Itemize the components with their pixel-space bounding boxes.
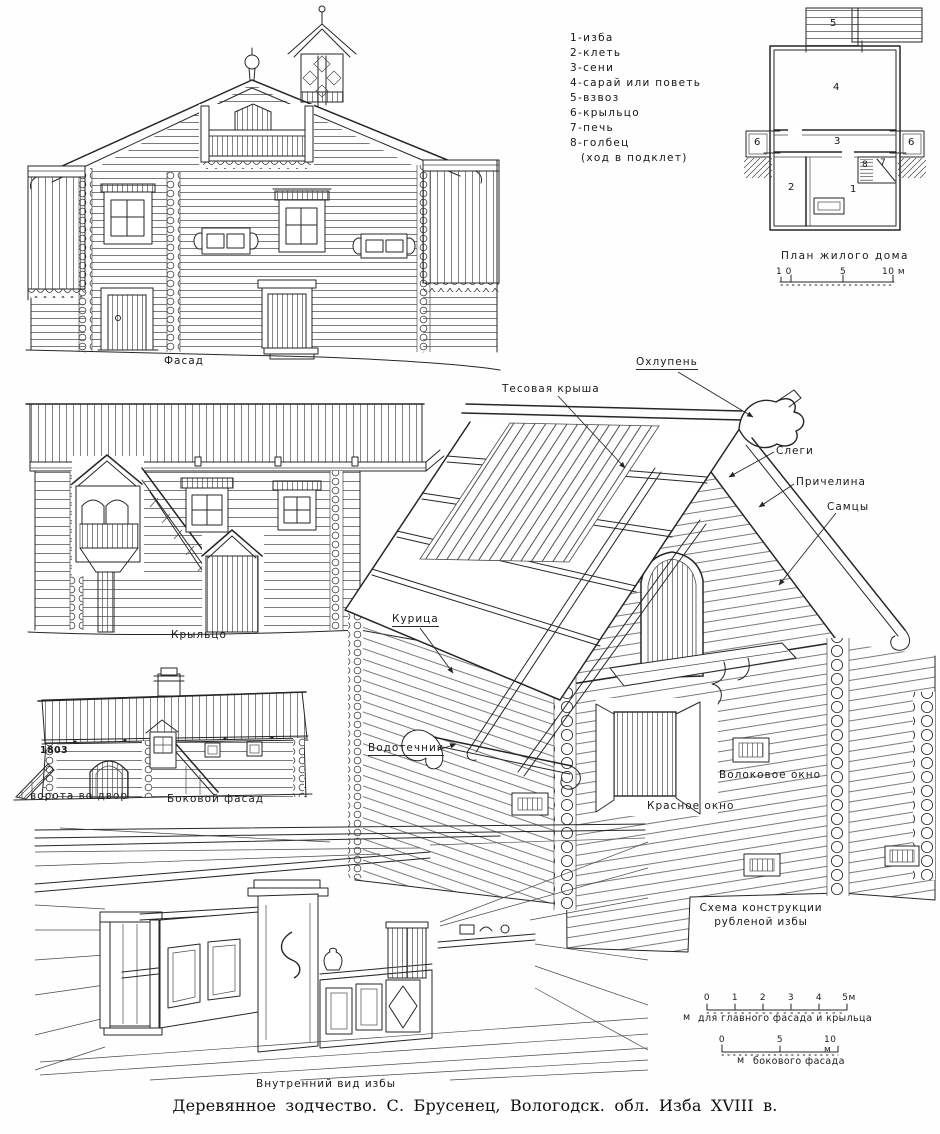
tick: 2 (759, 993, 767, 1003)
tick: 4 (815, 993, 823, 1003)
legend-item: 7-печь (570, 122, 614, 134)
label-purlins: Слеги (776, 445, 814, 457)
facade-window-center (273, 189, 331, 252)
interior-stove-column (248, 880, 328, 1052)
legend-item: 2-клеть (570, 47, 622, 59)
plan-room-6-right: 6 (908, 137, 915, 148)
page-caption: Деревянное зодчество. С. Брусенец, Вологодск. обл. Изба XVIII в. (172, 1096, 778, 1115)
interior-caption: Внутренний вид избы (256, 1078, 397, 1090)
plan-scale-tick: 10 м (882, 267, 906, 277)
legend (570, 31, 701, 166)
facade-slit-window-right (353, 234, 415, 258)
tick: 0 (703, 993, 711, 1003)
facade-door-left (98, 288, 158, 350)
legend-item: 6-крыльцо (570, 107, 640, 119)
scalebar-main-lines (707, 1004, 847, 1013)
scalebar-side-ticks (715, 1035, 845, 1055)
plan-stove (814, 198, 844, 214)
label-ridge-log: Охлупень (636, 356, 698, 368)
side-chimney (158, 674, 180, 696)
scheme-title-line1: Схема конструкции (699, 902, 823, 914)
legend-item: 1-изба (570, 32, 614, 44)
plan-room-6-left: 6 (754, 137, 761, 148)
scheme-ridge-log (462, 404, 742, 420)
plan-room-7: 7 (880, 158, 886, 168)
legend-note: (ход в подклет) (581, 152, 688, 164)
facade-caption: Фасад (164, 355, 204, 367)
label-slit-window: Волоковое окно (719, 769, 821, 781)
interior-glazed-cupboard (386, 922, 428, 978)
plan-scale-tick: 1 0 (776, 267, 792, 277)
interior-jug (324, 948, 342, 970)
facade-right-wing (423, 160, 499, 352)
facade-ridge-finial (245, 48, 259, 80)
facade-drawing (26, 6, 500, 370)
scheme-drawing (345, 372, 935, 952)
label-gable-logs: Самцы (827, 501, 870, 513)
scheme-horse-head (739, 399, 804, 448)
plan-scale-tick: 5 (840, 267, 847, 277)
facade-chimney (288, 6, 356, 107)
interior-cupboard-front (320, 970, 432, 1048)
tick: 5м (842, 993, 856, 1003)
plan-title: План жилого дома (781, 250, 909, 262)
facade-slit-window-left (194, 228, 258, 254)
plan-room-2: 2 (788, 182, 795, 193)
tick: 10 м (824, 1035, 837, 1055)
porch-window-1 (181, 478, 233, 532)
interior-shelf (438, 925, 535, 948)
scalebar-main-unit: м (683, 1012, 691, 1023)
label-bargeboard: Причелина (796, 476, 866, 488)
legend-item: 5-взвоз (570, 92, 620, 104)
facade-left-wing (28, 166, 85, 350)
scalebar-side-unit: м (737, 1055, 745, 1066)
gate-caption: ворота во двор (30, 790, 129, 802)
plan-room-8: 8 (862, 160, 868, 170)
scalebar-side-label: бокового фасада (753, 1056, 845, 1067)
plan-room-3: 3 (834, 136, 841, 147)
porch-caption: Крыльцо (171, 629, 227, 641)
tick: 0 (718, 1035, 726, 1045)
plan-room-4: 4 (833, 82, 840, 93)
porch-lower-landing (202, 528, 264, 632)
tick: 1 (731, 993, 739, 1003)
facade-window-left (101, 184, 155, 244)
tick: 3 (787, 993, 795, 1003)
scheme-red-window (596, 698, 718, 816)
facade-balcony (199, 104, 314, 169)
facade-door-center (258, 280, 318, 359)
label-red-window: Красное окно (647, 800, 735, 812)
scheme-title-line2: рубленой избы (714, 916, 808, 928)
porch-window-2 (273, 481, 321, 530)
interior-left-wall-logs (35, 905, 105, 1070)
label-hen-hook: Курица (392, 613, 439, 625)
side-facade-drawing (14, 668, 312, 800)
scalebar-main-label: для главного фасада и крыльца (698, 1013, 873, 1024)
facade-ground-line (26, 350, 500, 370)
plan-room-5: 5 (830, 18, 837, 29)
label-roof-boards: Тесовая крыша (502, 383, 600, 395)
plan-room-1: 1 (850, 184, 857, 195)
plan-scalebar (780, 275, 894, 285)
label-gutter: Водотечник (368, 742, 445, 754)
legend-item: 4-сарай или поветь (570, 77, 702, 89)
date-label: 1803 (40, 745, 69, 756)
legend-item: 3-сени (570, 62, 615, 74)
scheme-title (672, 901, 850, 929)
legend-item: 8-голбец (570, 137, 630, 149)
interior-door (100, 912, 162, 1035)
side-facade-caption: Боковой фасад (167, 793, 265, 805)
tick: 5 (776, 1035, 784, 1045)
scalebar-main-ticks (700, 993, 865, 1005)
